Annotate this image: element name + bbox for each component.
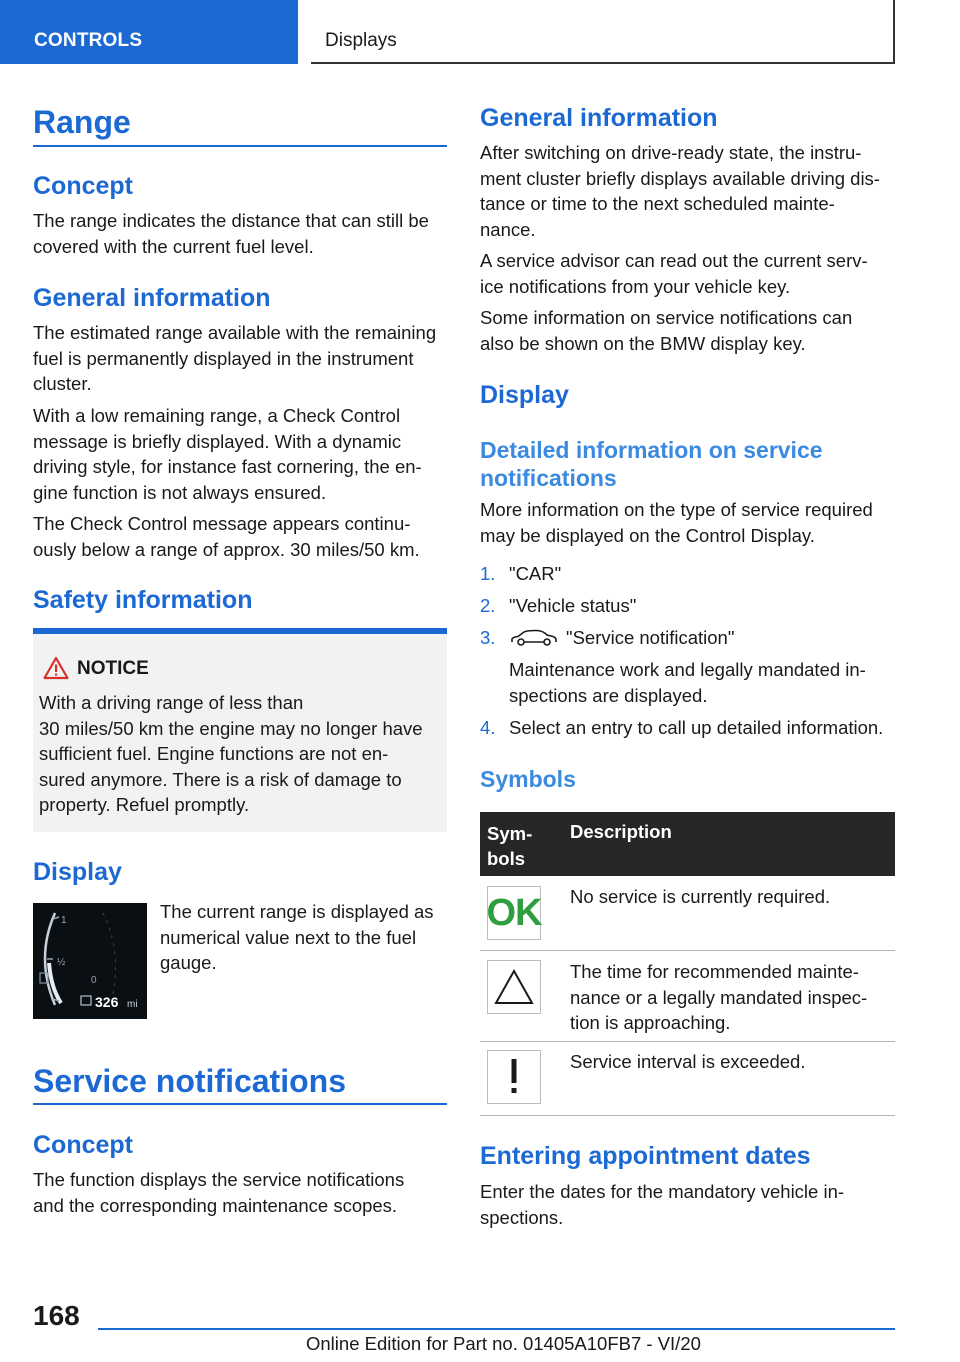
description-column-header: Description bbox=[570, 821, 672, 842]
appointment-heading: Entering appointment dates bbox=[480, 1142, 811, 1170]
text-line: also be shown on the BMW display key. bbox=[480, 332, 806, 354]
heading-rule bbox=[33, 145, 447, 147]
text-line: The function displays the service notifications bbox=[33, 1169, 405, 1190]
text-line: The Check Control message appears continu- bbox=[33, 513, 411, 534]
exclamation-drawing bbox=[504, 1055, 524, 1099]
right-display-heading: Display bbox=[480, 381, 569, 409]
text-line: tion is approaching. bbox=[570, 1012, 731, 1033]
exclamation-icon bbox=[487, 1050, 541, 1104]
text-line: cluster. bbox=[33, 373, 92, 394]
triangle-drawing bbox=[492, 967, 536, 1007]
chapter-tab bbox=[311, 0, 895, 64]
tick-label: 0 bbox=[91, 975, 97, 986]
text-line: and the corresponding maintenance scopes. bbox=[33, 1194, 398, 1216]
text-line: spections are displayed. bbox=[509, 684, 708, 706]
range-heading: Range bbox=[33, 104, 131, 140]
step-text: Select an entry to call up detailed information. bbox=[509, 717, 884, 738]
text-line: gine function is not always ensured. bbox=[33, 481, 327, 503]
general-text-1 bbox=[33, 320, 447, 397]
concept-text bbox=[33, 208, 447, 259]
footer-rule bbox=[98, 1328, 895, 1330]
general-text-2 bbox=[33, 403, 447, 505]
right-general-text-3 bbox=[480, 305, 895, 356]
warning-triangle-icon bbox=[487, 960, 541, 1014]
header-line: Sym- bbox=[487, 823, 533, 844]
text-line: spections. bbox=[480, 1206, 564, 1228]
gauge-drawing bbox=[33, 903, 147, 1019]
text-line: ously below a range of approx. 30 miles/50 km. bbox=[33, 538, 420, 560]
text-line: property. Refuel promptly. bbox=[39, 794, 250, 815]
display-heading: Display bbox=[33, 858, 122, 886]
text-line: Maintenance work and legally mandated in- bbox=[509, 659, 866, 680]
right-general-text-1 bbox=[480, 140, 895, 242]
text-line: The estimated range available with the remaining bbox=[33, 322, 437, 343]
tick-label: ½ bbox=[57, 957, 66, 968]
text-line: Service interval is exceeded. bbox=[570, 1051, 806, 1072]
text-line: ice notifications from your vehicle key. bbox=[480, 275, 791, 297]
text-line: 30 miles/50 km the engine may no longer have bbox=[39, 717, 423, 739]
detailed-heading bbox=[480, 436, 895, 492]
general-heading: General information bbox=[33, 284, 271, 312]
text-line: ment cluster briefly displays available driving dis- bbox=[480, 167, 880, 189]
general-text-3 bbox=[33, 511, 447, 562]
fuel-gauge-image bbox=[33, 903, 147, 1019]
step-text: "CAR" bbox=[509, 563, 562, 584]
section-tab bbox=[0, 0, 298, 64]
tick-label: 1 bbox=[61, 915, 67, 926]
text-line: With a driving range of less than bbox=[39, 692, 304, 713]
text-line: nance or a legally mandated inspec- bbox=[570, 986, 868, 1008]
chapter-label: Displays bbox=[325, 30, 397, 51]
text-line: covered with the current fuel level. bbox=[33, 235, 314, 257]
text-line: After switching on drive-ready state, the instru- bbox=[480, 142, 862, 163]
range-value: 326 bbox=[95, 994, 119, 1010]
appointment-text bbox=[480, 1179, 895, 1230]
step-text: "Vehicle status" bbox=[509, 595, 637, 616]
service-concept-text bbox=[33, 1167, 447, 1218]
range-unit: mi bbox=[127, 999, 138, 1010]
detailed-text bbox=[480, 497, 895, 548]
edition-text: Online Edition for Part no. 01405A10FB7 - VI/20 bbox=[306, 1333, 701, 1354]
heading-line: Detailed information on service bbox=[480, 437, 823, 463]
symbols-column-header bbox=[487, 821, 532, 871]
text-line: No service is currently required. bbox=[570, 886, 831, 907]
warning-icon bbox=[43, 656, 69, 680]
table-row-description bbox=[570, 884, 895, 910]
symbols-heading: Symbols bbox=[480, 766, 576, 792]
step-number: 3. bbox=[480, 627, 496, 648]
text-line: The range indicates the distance that can still be bbox=[33, 210, 429, 231]
step-number: 1. bbox=[480, 563, 496, 584]
text-line: may be displayed on the Control Display. bbox=[480, 524, 815, 546]
ok-label: OK bbox=[486, 891, 542, 934]
text-line: nance. bbox=[480, 218, 536, 240]
ok-icon bbox=[487, 886, 541, 940]
notice-text bbox=[39, 690, 443, 818]
step-number: 4. bbox=[480, 717, 496, 738]
service-concept-heading: Concept bbox=[33, 1131, 133, 1159]
header-line: bols bbox=[487, 848, 526, 869]
text-line: Enter the dates for the mandatory vehicle in- bbox=[480, 1181, 845, 1202]
right-general-text-2 bbox=[480, 248, 895, 299]
step-subtext bbox=[509, 657, 895, 708]
text-line: sufficient fuel. Engine functions are not en- bbox=[39, 743, 389, 764]
text-line: tance or time to the next scheduled mainte- bbox=[480, 193, 835, 214]
notice-title: NOTICE bbox=[77, 658, 149, 679]
table-row-divider bbox=[480, 1115, 895, 1116]
table-row-divider bbox=[480, 1041, 895, 1042]
service-heading: Service notifications bbox=[33, 1063, 346, 1099]
text-line: numerical value next to the fuel bbox=[160, 926, 417, 948]
concept-heading: Concept bbox=[33, 172, 133, 200]
text-line: The current range is displayed as bbox=[160, 901, 434, 922]
text-line: A service advisor can read out the current serv- bbox=[480, 250, 868, 271]
heading-rule bbox=[33, 1103, 447, 1105]
text-line: driving style, for instance fast cornering, the en- bbox=[33, 456, 422, 477]
text-line: sured anymore. There is a risk of damage to bbox=[39, 768, 402, 790]
step-text: "Service notification" bbox=[566, 627, 735, 648]
text-line: fuel is permanently displayed in the instrument bbox=[33, 347, 414, 369]
text-line: The time for recommended mainte- bbox=[570, 961, 859, 982]
page-number: 168 bbox=[33, 1300, 80, 1331]
right-general-heading: General information bbox=[480, 104, 718, 132]
heading-line: notifications bbox=[480, 465, 617, 491]
text-line: message is briefly displayed. With a dynamic bbox=[33, 430, 402, 452]
table-header bbox=[480, 812, 895, 876]
table-row-description bbox=[570, 959, 895, 1036]
text-line: With a low remaining range, a Check Control bbox=[33, 405, 401, 426]
text-line: More information on the type of service required bbox=[480, 499, 873, 520]
fuel-icon bbox=[81, 996, 91, 1005]
table-row-description bbox=[570, 1049, 895, 1075]
car-icon bbox=[510, 629, 558, 647]
text-line: Some information on service notifications can bbox=[480, 307, 853, 328]
section-label: CONTROLS bbox=[34, 30, 143, 51]
notice-box bbox=[33, 628, 447, 832]
table-row-divider bbox=[480, 950, 895, 951]
safety-heading: Safety information bbox=[33, 586, 253, 614]
display-text bbox=[160, 899, 450, 976]
text-line: gauge. bbox=[160, 952, 217, 973]
step-number: 2. bbox=[480, 595, 496, 616]
